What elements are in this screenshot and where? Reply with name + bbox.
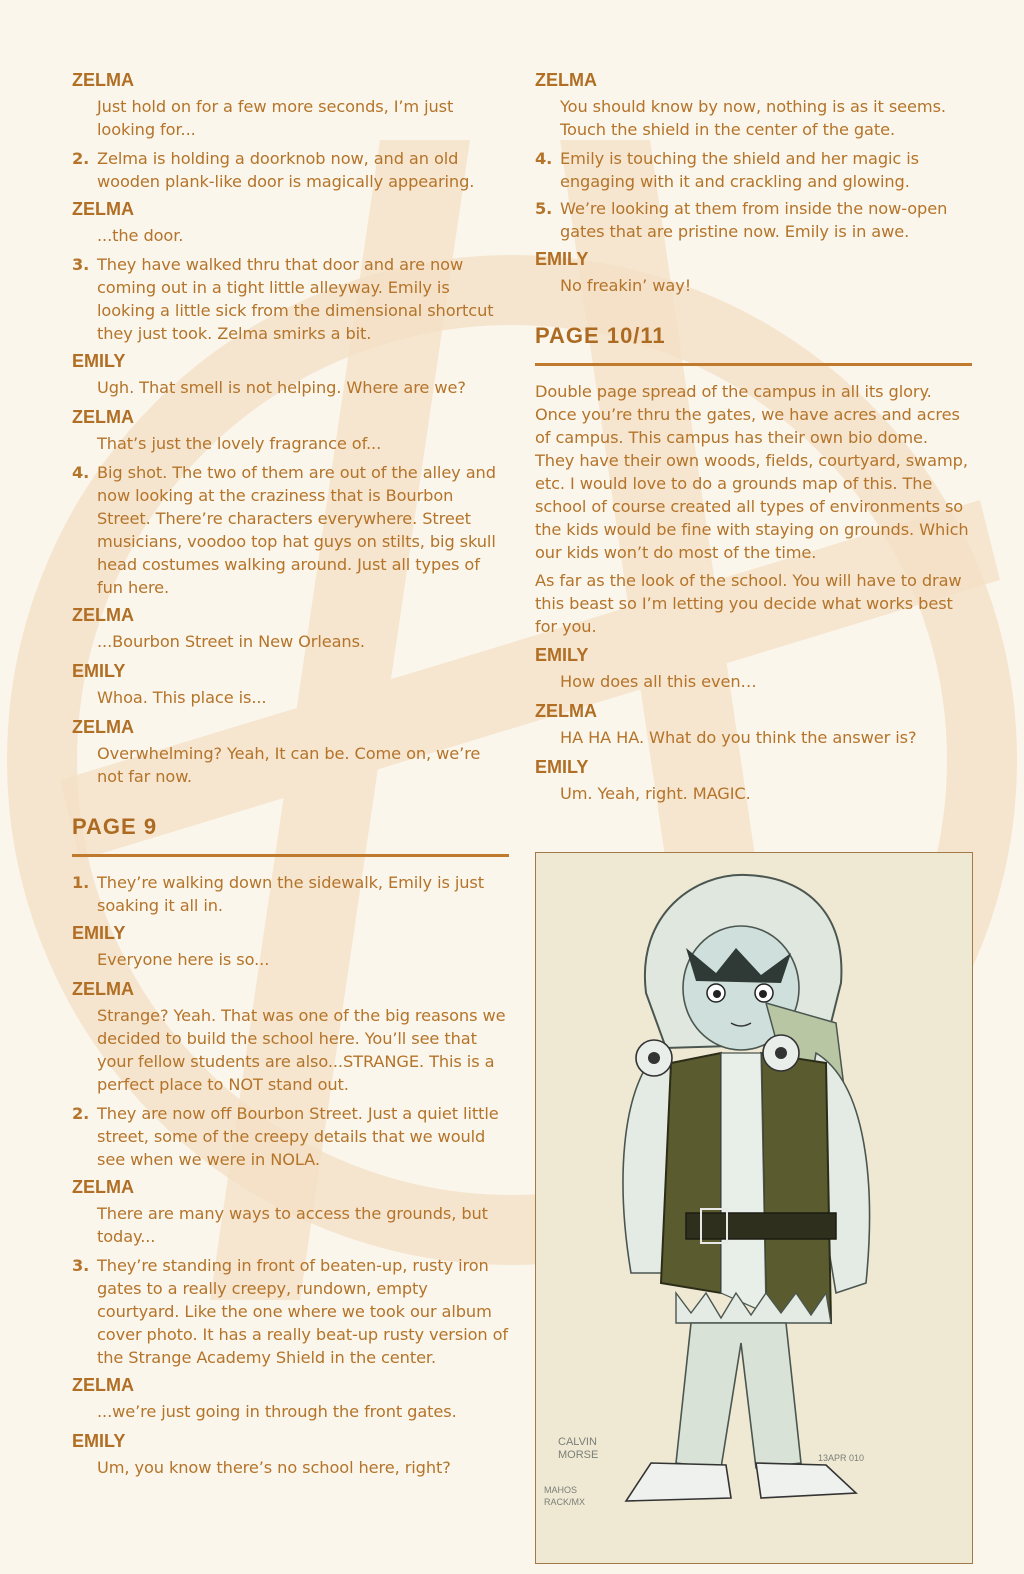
speaker-name: ZELMA: [72, 407, 134, 427]
dialogue-line: That’s just the lovely fragrance of...: [97, 434, 382, 453]
character-illustration: [535, 852, 973, 1564]
speaker-name: ZELMA: [535, 70, 597, 90]
dialogue-line: ...Bourbon Street in New Orleans.: [97, 632, 365, 651]
panel-description: [72, 461, 509, 599]
speaker-name: EMILY: [535, 249, 589, 269]
dialogue-line: Everyone here is so...: [97, 950, 270, 969]
speaker-name: EMILY: [72, 1431, 126, 1451]
panel-description: [72, 871, 509, 917]
date-note: 13APR 010: [818, 1453, 865, 1463]
panel-description: [535, 197, 972, 243]
panel-text: Zelma is holding a doorknob now, and an old wooden plank-like door is magically appearing.: [97, 149, 475, 191]
dialogue-line: There are many ways to access the grounds, but today...: [97, 1204, 488, 1246]
dialogue-line: ...the door.: [97, 226, 184, 245]
dialogue-line: You should know by now, nothing is as it seems. Touch the shield in the center of the gate.: [560, 97, 946, 139]
dialogue-line: Um, you know there’s no school here, right?: [97, 1458, 451, 1477]
belt-shape: [686, 1213, 836, 1239]
character-sketch: [536, 853, 972, 1563]
dialogue-line: Um. Yeah, right. MAGIC.: [560, 784, 751, 803]
speaker-name: EMILY: [535, 757, 589, 777]
speaker-name: ZELMA: [72, 979, 134, 999]
panel-description: [72, 253, 509, 345]
dialogue-line: HA HA HA. What do you think the answer is?: [560, 728, 917, 747]
speaker-name: ZELMA: [72, 1375, 134, 1395]
panel-text: They’re walking down the sidewalk, Emily is just soaking it all in.: [97, 873, 484, 915]
speaker-name: EMILY: [535, 645, 589, 665]
panel-number: 3.: [72, 1256, 90, 1275]
dialogue-line: No freakin’ way!: [560, 276, 692, 295]
panel-number: 2.: [72, 149, 90, 168]
panel-number: 4.: [535, 149, 553, 168]
speaker-name: EMILY: [72, 923, 126, 943]
panel-number: 3.: [72, 255, 90, 274]
panel-description: [72, 1102, 509, 1171]
dialogue-line: Just hold on for a few more seconds, I’m just looking for...: [97, 97, 454, 139]
panel-description: [72, 1254, 509, 1369]
dialogue-line: Whoa. This place is...: [97, 688, 267, 707]
page-heading: PAGE 10/11: [535, 323, 972, 366]
speaker-name: ZELMA: [72, 1177, 134, 1197]
speaker-name: ZELMA: [72, 717, 134, 737]
panel-number: 2.: [72, 1104, 90, 1123]
panel-text: Big shot. The two of them are out of the alley and now looking at the craziness that is Bourbon Street. There’re characters everywhere. Street musicians, voodoo top hat guys on stilts, big skull head costumes walking around. Just all types of fun here.: [97, 463, 496, 597]
dialogue-line: Overwhelming? Yeah, It can be. Come on, we’re not far now.: [97, 744, 481, 786]
panel-text: They have walked thru that door and are now coming out in a tight little alleyway. Emily is looking a little sick from the dimensional shortcut they just took. Zelma smirks a bit.: [97, 255, 494, 343]
panel-text: We’re looking at them from inside the now-open gates that are pristine now. Emily is in awe.: [560, 199, 948, 241]
vest-shape: [661, 1053, 721, 1293]
panel-number: 5.: [535, 199, 553, 218]
panel-description: [535, 147, 972, 193]
panel-number: 1.: [72, 873, 90, 892]
panel-text: They are now off Bourbon Street. Just a quiet little street, some of the creepy details that we would see when we were in NOLA.: [97, 1104, 499, 1169]
dialogue-line: Strange? Yeah. That was one of the big reasons we decided to build the school here. You’ll see that your fellow students are also...STRANGE. This is a perfect place to NOT stand out.: [97, 1006, 506, 1094]
dialogue-line: How does all this even…: [560, 672, 757, 691]
signature-line-1: CALVIN: [558, 1436, 597, 1448]
script-column-right: [535, 66, 972, 811]
script-column-left: [72, 66, 509, 1485]
dialogue-line: ...we’re just going in through the front gates.: [97, 1402, 457, 1421]
speaker-name: EMILY: [72, 351, 126, 371]
dialogue-line: Ugh. That smell is not helping. Where are we?: [97, 378, 466, 397]
speaker-name: EMILY: [72, 661, 126, 681]
page-heading: PAGE 9: [72, 814, 509, 857]
speaker-name: ZELMA: [72, 70, 134, 90]
speaker-name: ZELMA: [72, 199, 134, 219]
speaker-name: ZELMA: [72, 605, 134, 625]
spread-description: Double page spread of the campus in all its glory. Once you’re thru the gates, we have acres and acres of campus. This campus has their own bio dome. They have their own woods, fields, courtyard, swamp, etc. I would love to do a grounds map of this. The school of course created all types of environments so the kids would be fine with staying on grounds. Which our kids won’t do most of the time.: [535, 382, 969, 562]
artist-note-line-1: MAHOS: [544, 1485, 578, 1495]
panel-text: Emily is touching the shield and her magic is engaging with it and crackling and glowing.: [560, 149, 919, 191]
panel-description: [72, 147, 509, 193]
panel-text: They’re standing in front of beaten-up, rusty iron gates to a really creepy, rundown, empty courtyard. Like the one where we took our album cover photo. It has a really beat-up rusty version of the Strange Academy Shield in the center.: [97, 1256, 509, 1367]
speaker-name: ZELMA: [535, 701, 597, 721]
spread-description: As far as the look of the school. You will have to draw this beast so I’m letting you decide what works best for you.: [535, 571, 962, 636]
panel-number: 4.: [72, 463, 90, 482]
artist-note-line-2: RACK/MX: [544, 1497, 586, 1507]
signature-line-2: MORSE: [558, 1449, 599, 1461]
